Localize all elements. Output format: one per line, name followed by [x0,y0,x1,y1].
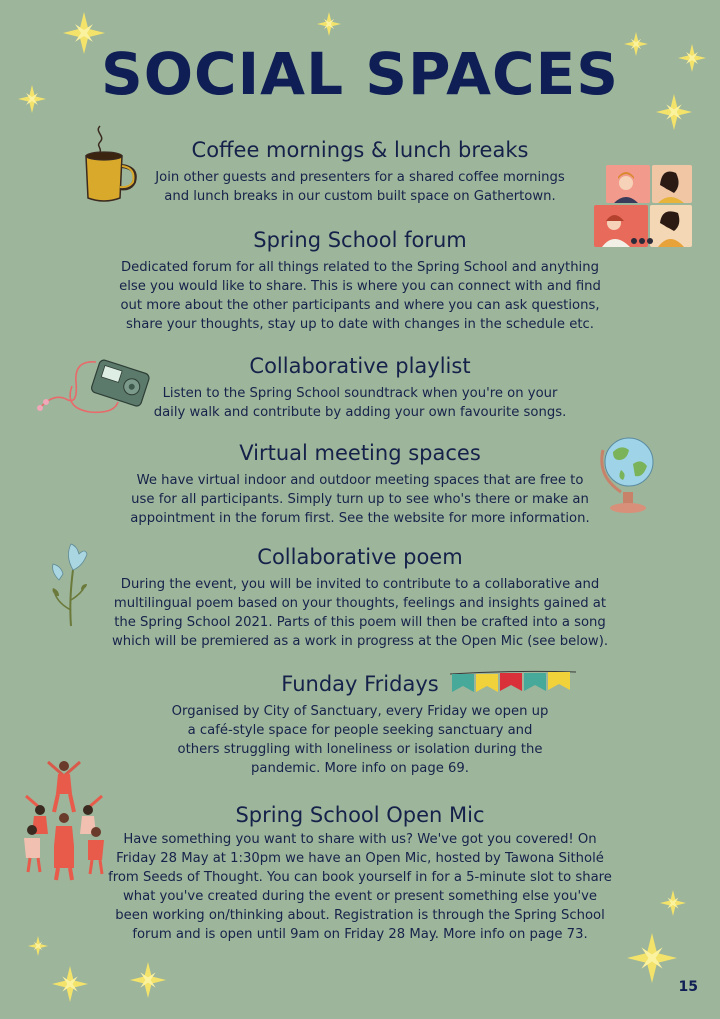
section-body: Listen to the Spring School soundtrack when you're on your daily walk and contribute by adding your own favourite songs. [153,386,567,420]
section-heading: Virtual meeting spaces [239,441,481,465]
section-poem [0,545,720,651]
star-icon [52,966,88,1002]
section-heading: Funday Fridays [281,672,439,696]
section-heading: Coffee mornings & lunch breaks [191,138,529,162]
star-icon [28,936,48,956]
star-icon [660,890,686,916]
section-body: Join other guests and presenters for a shared coffee mornings and lunch breaks in our custom built space on Gathertown. [155,170,565,204]
page-number: 15 [678,979,698,995]
star-icon [317,12,341,36]
star-icon [18,85,46,113]
star-icon [678,44,706,72]
star-icon [130,962,166,998]
section-body: Have something you want to share with us? We've got you covered! On Friday 28 May at 1:30pm we have an Open Mic, hosted by Tawona Sitholé from Seeds of Thought. You can book yourself in for a 5-minute slot to share what you've created during the event or present something else you've been working on/thinking about. Registration is through the Spring School forum and is open until 9am on Friday 28 May. More info on page 73. [108,832,612,942]
star-icon [627,933,677,983]
star-icon [656,94,692,130]
star-icon [63,12,105,54]
section-body: We have virtual indoor and outdoor meeting spaces that are free to use for all participants. Simply turn up to see who's there or make an appointment in the forum first. See the website for more information. [130,473,590,526]
section-body: During the event, you will be invited to contribute to a collaborative and multilingual poem based on your thoughts, feelings and insights gained at the Spring School 2021. Parts of this poem will then be crafted into a song which will be premiered as a work in progress at the Open Mic (see below). [111,577,609,649]
coffee-mug-icon [78,122,142,206]
globe-icon [593,430,659,516]
page-title: SOCIAL SPACES [100,40,620,108]
video-call-icon [590,165,694,251]
star-icon [624,32,648,56]
people-pyramid-icon [18,748,110,882]
section-heading: Spring School Open Mic [235,803,485,827]
bunting-icon [448,668,578,698]
section-heading: Collaborative poem [257,545,463,569]
flower-icon [45,540,93,628]
section-body: Organised by City of Sanctuary, every Friday we open up a café-style space for people seeking sanctuary and others struggling with loneliness or isolation during the pandemic. More info on page 69. [171,704,549,776]
section-body: Dedicated forum for all things related to the Spring School and anything else you would like to share. This is where you can connect with and find out more about the other participants and where you can ask questions, share your thoughts, stay up to date with changes in the schedule etc. [119,260,601,332]
section-heading: Collaborative playlist [249,354,471,378]
music-player-icon [34,352,152,418]
section-heading: Spring School forum [253,228,467,252]
